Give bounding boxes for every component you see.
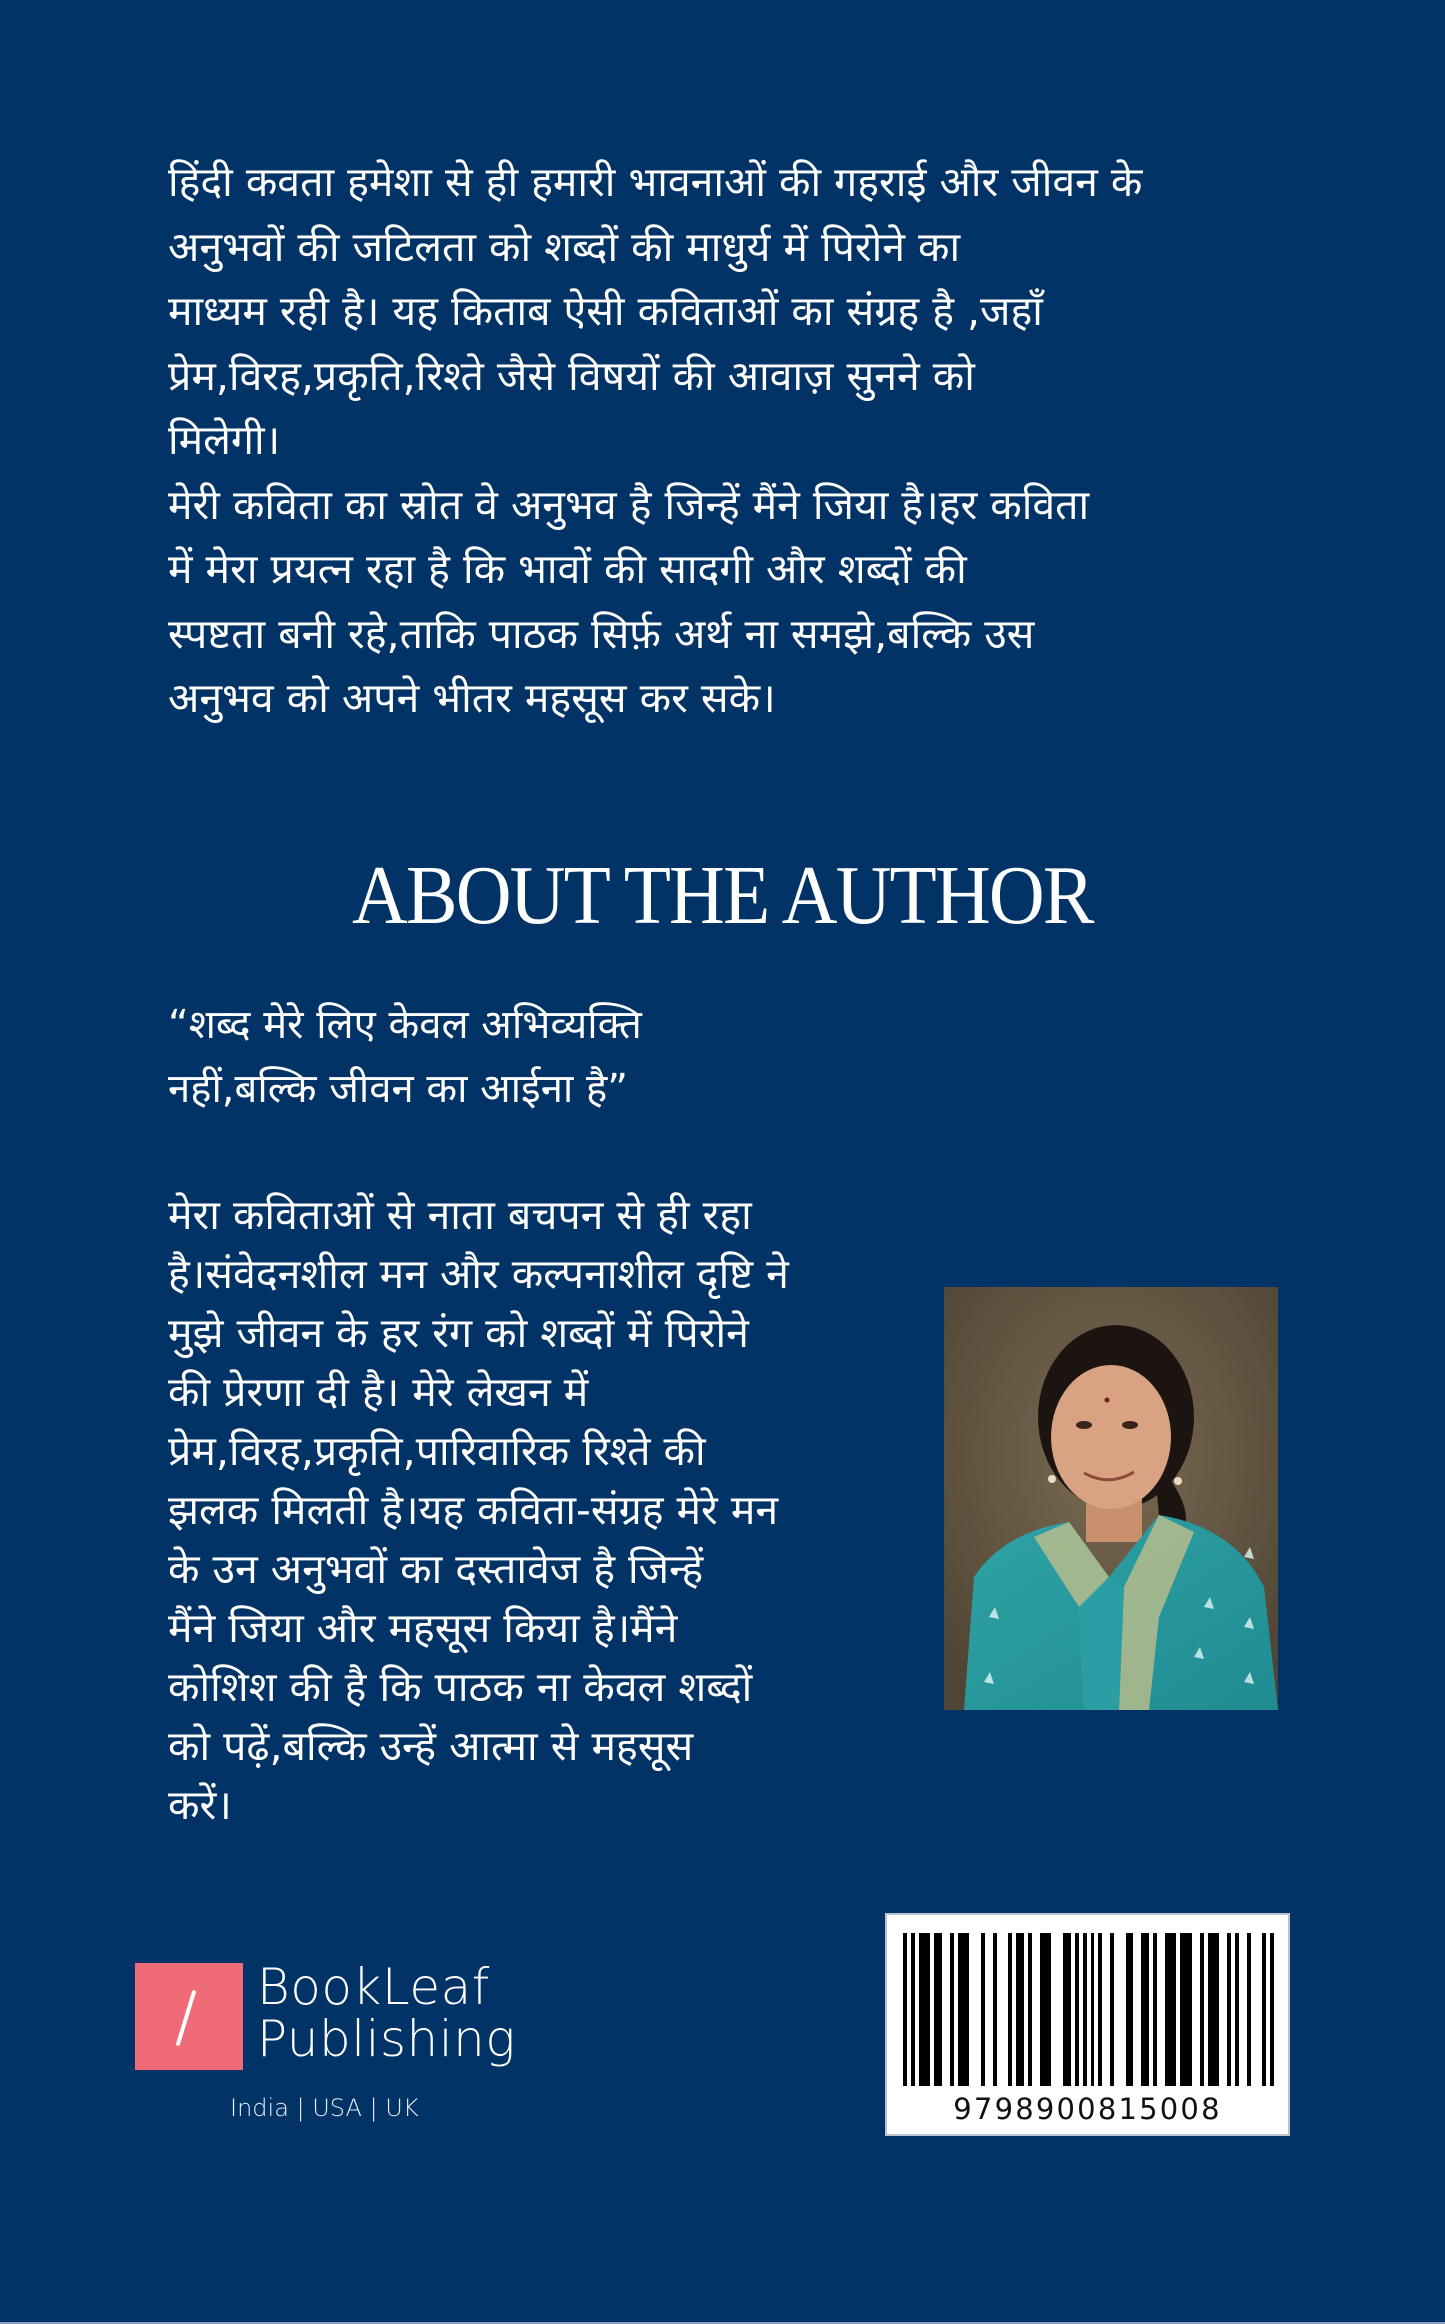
author-portrait-illustration: [944, 1287, 1278, 1710]
isbn-barcode: [885, 1913, 1290, 2136]
bio-line: को पढ़ें,बल्कि उन्हें आत्मा से महसूस: [168, 1722, 694, 1770]
barcode-module: [1270, 1933, 1274, 2086]
quote-line: “शब्द मेरे लिए केवल अभिव्यक्ति: [168, 1002, 642, 1048]
publisher-name-line1: BookLeaf: [257, 1958, 490, 2016]
logo-mark: [135, 1963, 243, 2070]
bio-line: मैंने जिया और महसूस किया है।मैंने: [168, 1604, 678, 1652]
about-author-heading: ABOUT THE AUTHOR: [352, 849, 1093, 942]
quote-line: नहीं,बल्कि जीवन का आईना है”: [168, 1066, 628, 1112]
bio-line: के उन अनुभवों का दस्तावेज है जिन्हें: [168, 1545, 704, 1593]
intro-line: अनुभव को अपने भीतर महसूस कर सके।: [168, 674, 776, 722]
bio-line: मेरा कविताओं से नाता बचपन से ही रहा: [168, 1191, 752, 1239]
bio-line: है।संवेदनशील मन और कल्पनाशील दृष्टि ने: [168, 1250, 789, 1298]
intro-line: प्रेम,विरह,प्रकृति,रिश्ते जैसे विषयों की आवाज़ सुनने को: [168, 351, 975, 400]
intro-line: मिलेगी।: [168, 416, 281, 464]
intro-line: माध्यम रही है। यह किताब ऐसी कविताओं का संग्रह है ,जहाँ: [168, 287, 1043, 335]
author-photo: [944, 1287, 1278, 1710]
bio-line: कोशिश की है कि पाठक ना केवल शब्दों: [168, 1663, 753, 1711]
bio-line: की प्रेरणा दी है। मेरे लेखन में: [168, 1368, 589, 1416]
bio-line: मुझे जीवन के हर रंग को शब्दों में पिरोने: [168, 1309, 749, 1357]
author-bio: [168, 1186, 789, 1835]
intro-paragraph: [168, 150, 1142, 731]
slash-icon: [176, 1990, 197, 2047]
intro-line: मेरी कविता का स्रोत वे अनुभव है जिन्हें मैंने जिया है।हर कविता: [168, 480, 1090, 529]
publisher-name-line2: Publishing: [257, 2010, 516, 2068]
intro-line: अनुभवों की जटिलता को शब्दों की माधुर्य में पिरोने का: [168, 222, 961, 271]
bio-line: झलक मिलती है।यह कविता-संग्रह मेरे मन: [168, 1486, 779, 1534]
author-quote: [168, 993, 642, 1121]
bio-line: प्रेम,विरह,प्रकृति,पारिवारिक रिश्ते की: [168, 1427, 706, 1475]
intro-line: स्पष्टता बनी रहे,ताकि पाठक सिर्फ़ अर्थ ना समझे,बल्कि उस: [168, 609, 1035, 658]
isbn-number: 9798900815008: [953, 2092, 1222, 2126]
barcode-bars: [903, 1933, 1275, 2086]
bio-line: करें।: [168, 1781, 232, 1829]
intro-line: हिंदी कवता हमेशा से ही हमारी भावनाओं की गहराई और जीवन के: [168, 158, 1143, 206]
publisher-regions: India | USA | UK: [230, 2094, 419, 2122]
intro-line: में मेरा प्रयत्न रहा है कि भावों की सादगी और शब्दों की: [168, 545, 967, 593]
